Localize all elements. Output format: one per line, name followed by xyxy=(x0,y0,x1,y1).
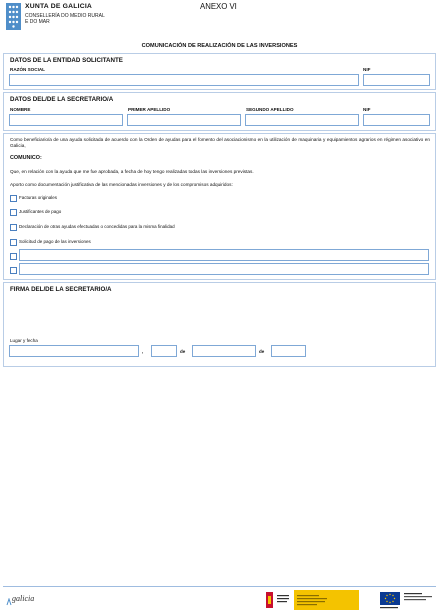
nombre-label: NOMBRE xyxy=(10,107,31,112)
justificantes-checkbox[interactable] xyxy=(10,209,17,216)
day-field[interactable] xyxy=(151,345,177,357)
secretary-nif-label: NIF xyxy=(363,107,371,112)
de-label-2: de xyxy=(259,349,265,354)
other-doc-1-checkbox[interactable] xyxy=(10,253,17,260)
signature-heading: FIRMA DEL/DE LA SECRETARIO/A xyxy=(10,286,112,293)
eu-feader-logo xyxy=(380,590,435,610)
galicia-brand: galicia xyxy=(12,594,35,603)
attach-intro-text: Aporto como documentación justificativa de las mencionadas inversiones y de los compromisos adquiridos: xyxy=(10,182,233,187)
xunta-logo-icon xyxy=(6,3,21,30)
secretary-nif-field[interactable] xyxy=(363,114,430,126)
other-doc-1-field[interactable] xyxy=(19,249,429,261)
annex-label: ANEXO VI xyxy=(200,2,237,11)
secretary-heading: DATOS DEL/DE LA SECRETARIO/A xyxy=(10,96,114,103)
declaracion-label: Declaración de otras ayudas efectuadas o concedidas para la misma finalidad xyxy=(19,224,175,229)
razon-social-label: RAZÓN SOCIAL xyxy=(10,67,45,72)
facturas-checkbox[interactable] xyxy=(10,195,17,202)
footer-divider xyxy=(3,586,436,587)
entity-nif-field[interactable] xyxy=(363,74,430,86)
org-name: XUNTA DE GALICIA xyxy=(25,3,93,10)
department-line-1: CONSELLERÍA DO MEDIO RURAL xyxy=(25,13,105,19)
place-date-label: Lugar y fecha xyxy=(10,338,38,343)
segundo-apellido-label: SEGUNDO APELLIDO xyxy=(246,107,294,112)
month-field[interactable] xyxy=(192,345,256,357)
entity-heading: DATOS DE LA ENTIDAD SOLICITANTE xyxy=(10,57,123,64)
other-doc-2-field[interactable] xyxy=(19,263,429,275)
solicitud-checkbox[interactable] xyxy=(10,239,17,246)
entity-section xyxy=(3,53,436,90)
primer-apellido-field[interactable] xyxy=(127,114,241,126)
intro-text: Como beneficiario/a de una ayuda solicitada de acuerdo con la Orden de ayudas para el fomento del asociacionismo en la utilización de maquinaria y equipamientos agrarios en régimen asociativo en Galicia, xyxy=(10,137,430,149)
department-name xyxy=(25,13,105,25)
document-title: COMUNICACIÓN DE REALIZACIÓN DE LAS INVERSIONES xyxy=(141,43,298,49)
other-doc-2-checkbox[interactable] xyxy=(10,267,17,274)
signature-section xyxy=(3,282,436,367)
de-label-1: de xyxy=(180,349,186,354)
nombre-field[interactable] xyxy=(9,114,123,126)
segundo-apellido-field[interactable] xyxy=(245,114,359,126)
primer-apellido-label: PRIMER APELLIDO xyxy=(128,107,171,112)
declaration-section xyxy=(3,133,436,280)
declaracion-checkbox[interactable] xyxy=(10,224,17,231)
razon-social-field[interactable] xyxy=(9,74,359,86)
place-field[interactable] xyxy=(9,345,139,357)
comunico-text: COMUNICO: xyxy=(10,155,42,161)
justificantes-label: Justificantes de pago xyxy=(19,209,62,214)
solicitud-label: Solicitud de pago de las inversiones xyxy=(19,239,91,244)
secretary-section xyxy=(3,92,436,131)
statement-text: Que, en relación con la ayuda que me fue aprobada, a fecha de hoy tengo realizadas todas las inversiones previstas. xyxy=(10,169,254,174)
year-field[interactable] xyxy=(271,345,306,357)
department-line-2: E DO MAR xyxy=(25,19,50,25)
spain-government-logo xyxy=(266,590,359,610)
comma-separator: , xyxy=(142,349,144,354)
entity-nif-label: NIF xyxy=(363,67,371,72)
facturas-label: Facturas originales xyxy=(19,195,58,200)
